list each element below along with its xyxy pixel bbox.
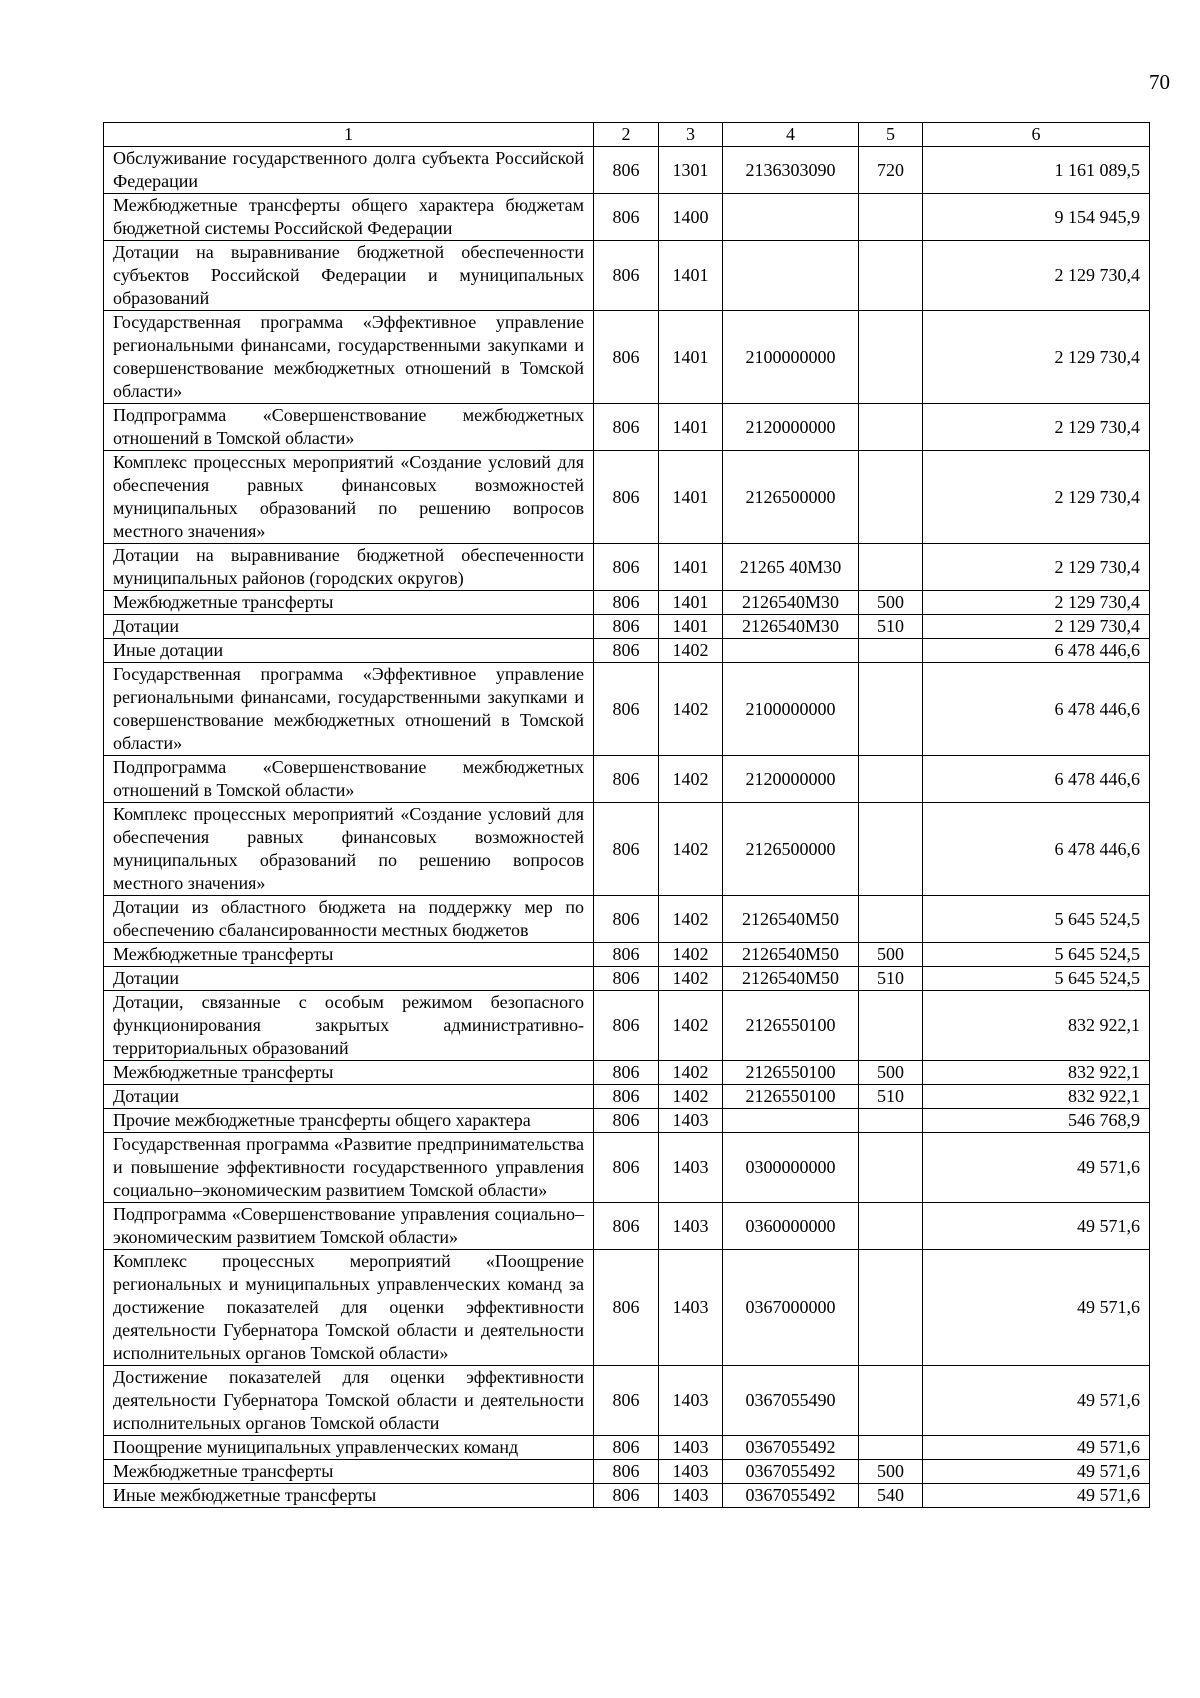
row-amount: 6 478 446,6 bbox=[923, 639, 1150, 663]
row-expense-type bbox=[859, 1436, 923, 1460]
row-target-code: 0367000000 bbox=[723, 1250, 859, 1366]
row-name: Дотации bbox=[104, 967, 594, 991]
budget-table bbox=[103, 122, 1150, 1508]
row-target-code: 0300000000 bbox=[723, 1133, 859, 1203]
row-target-code: 2126500000 bbox=[723, 803, 859, 896]
row-expense-type bbox=[859, 311, 923, 404]
row-name: Иные межбюджетные трансферты bbox=[104, 1484, 594, 1508]
table-row bbox=[104, 1366, 1150, 1436]
row-admin-code: 806 bbox=[594, 544, 659, 591]
table-row bbox=[104, 1085, 1150, 1109]
table-row bbox=[104, 1133, 1150, 1203]
table-row bbox=[104, 1109, 1150, 1133]
row-target-code bbox=[723, 241, 859, 311]
row-section-code: 1401 bbox=[659, 615, 723, 639]
table-row bbox=[104, 1061, 1150, 1085]
row-amount: 49 571,6 bbox=[923, 1366, 1150, 1436]
row-section-code: 1403 bbox=[659, 1436, 723, 1460]
row-target-code: 2100000000 bbox=[723, 663, 859, 756]
row-section-code: 1401 bbox=[659, 591, 723, 615]
table-row bbox=[104, 967, 1150, 991]
row-amount: 2 129 730,4 bbox=[923, 311, 1150, 404]
row-expense-type bbox=[859, 803, 923, 896]
row-admin-code: 806 bbox=[594, 194, 659, 241]
row-admin-code: 806 bbox=[594, 241, 659, 311]
row-target-code: 2120000000 bbox=[723, 404, 859, 451]
row-target-code: 2136303090 bbox=[723, 147, 859, 194]
header-cell: 4 bbox=[723, 123, 859, 147]
row-section-code: 1402 bbox=[659, 1085, 723, 1109]
table-row bbox=[104, 1484, 1150, 1508]
row-name: Дотации bbox=[104, 615, 594, 639]
row-admin-code: 806 bbox=[594, 943, 659, 967]
row-admin-code: 806 bbox=[594, 991, 659, 1061]
row-section-code: 1401 bbox=[659, 311, 723, 404]
header-cell: 6 bbox=[923, 123, 1150, 147]
row-expense-type: 510 bbox=[859, 967, 923, 991]
row-target-code: 2126540М50 bbox=[723, 967, 859, 991]
row-name: Поощрение муниципальных управленческих команд bbox=[104, 1436, 594, 1460]
row-section-code: 1403 bbox=[659, 1484, 723, 1508]
row-section-code: 1403 bbox=[659, 1366, 723, 1436]
row-name: Подпрограмма «Совершенствование управления социально–экономическим развитием Томской области» bbox=[104, 1203, 594, 1250]
row-section-code: 1402 bbox=[659, 991, 723, 1061]
row-target-code: 2126540М50 bbox=[723, 943, 859, 967]
row-section-code: 1403 bbox=[659, 1109, 723, 1133]
row-expense-type bbox=[859, 404, 923, 451]
row-section-code: 1400 bbox=[659, 194, 723, 241]
row-expense-type bbox=[859, 991, 923, 1061]
row-expense-type bbox=[859, 639, 923, 663]
row-admin-code: 806 bbox=[594, 1484, 659, 1508]
row-name: Комплекс процессных мероприятий «Создание условий для обеспечения равных финансовых возможностей муниципальных образований по решению вопросов местного значения» bbox=[104, 451, 594, 544]
table-row bbox=[104, 241, 1150, 311]
row-target-code: 21265 40М30 bbox=[723, 544, 859, 591]
row-expense-type bbox=[859, 1203, 923, 1250]
row-expense-type bbox=[859, 544, 923, 591]
row-section-code: 1403 bbox=[659, 1133, 723, 1203]
row-admin-code: 806 bbox=[594, 1436, 659, 1460]
row-admin-code: 806 bbox=[594, 896, 659, 943]
row-target-code: 2100000000 bbox=[723, 311, 859, 404]
table-row bbox=[104, 991, 1150, 1061]
table-row bbox=[104, 311, 1150, 404]
row-expense-type: 500 bbox=[859, 943, 923, 967]
row-name: Комплекс процессных мероприятий «Создание условий для обеспечения равных финансовых возможностей муниципальных образований по решению вопросов местного значения» bbox=[104, 803, 594, 896]
row-section-code: 1403 bbox=[659, 1203, 723, 1250]
table-row bbox=[104, 1250, 1150, 1366]
row-expense-type bbox=[859, 663, 923, 756]
row-amount: 5 645 524,5 bbox=[923, 943, 1150, 967]
row-admin-code: 806 bbox=[594, 591, 659, 615]
row-expense-type: 540 bbox=[859, 1484, 923, 1508]
row-name: Дотации на выравнивание бюджетной обеспеченности субъектов Российской Федерации и муниципальных образований bbox=[104, 241, 594, 311]
row-name: Достижение показателей для оценки эффективности деятельности Губернатора Томской области и деятельности исполнительных органов Томской области bbox=[104, 1366, 594, 1436]
row-amount: 49 571,6 bbox=[923, 1460, 1150, 1484]
table-row bbox=[104, 451, 1150, 544]
row-expense-type: 500 bbox=[859, 591, 923, 615]
row-expense-type bbox=[859, 896, 923, 943]
row-name: Государственная программа «Развитие предпринимательства и повышение эффективности государственного управления социально–экономическим развитием Томской области» bbox=[104, 1133, 594, 1203]
row-name: Обслуживание государственного долга субъекта Российской Федерации bbox=[104, 147, 594, 194]
row-amount: 2 129 730,4 bbox=[923, 451, 1150, 544]
row-amount: 49 571,6 bbox=[923, 1484, 1150, 1508]
row-name: Дотации на выравнивание бюджетной обеспеченности муниципальных районов (городских округов) bbox=[104, 544, 594, 591]
row-section-code: 1402 bbox=[659, 967, 723, 991]
row-amount: 49 571,6 bbox=[923, 1250, 1150, 1366]
row-amount: 2 129 730,4 bbox=[923, 404, 1150, 451]
table-row bbox=[104, 591, 1150, 615]
row-amount: 5 645 524,5 bbox=[923, 896, 1150, 943]
row-target-code: 2126550100 bbox=[723, 1061, 859, 1085]
row-expense-type bbox=[859, 451, 923, 544]
row-target-code: 0360000000 bbox=[723, 1203, 859, 1250]
row-name: Иные дотации bbox=[104, 639, 594, 663]
row-section-code: 1401 bbox=[659, 241, 723, 311]
row-section-code: 1401 bbox=[659, 404, 723, 451]
row-admin-code: 806 bbox=[594, 639, 659, 663]
row-section-code: 1403 bbox=[659, 1250, 723, 1366]
row-expense-type bbox=[859, 1250, 923, 1366]
row-name: Подпрограмма «Совершенствование межбюджетных отношений в Томской области» bbox=[104, 404, 594, 451]
row-amount: 2 129 730,4 bbox=[923, 591, 1150, 615]
row-admin-code: 806 bbox=[594, 1061, 659, 1085]
row-target-code: 2120000000 bbox=[723, 756, 859, 803]
row-name: Государственная программа «Эффективное управление региональными финансами, государственными закупками и совершенствование межбюджетных отношений в Томской области» bbox=[104, 311, 594, 404]
row-amount: 2 129 730,4 bbox=[923, 241, 1150, 311]
row-amount: 832 922,1 bbox=[923, 991, 1150, 1061]
row-admin-code: 806 bbox=[594, 1085, 659, 1109]
row-amount: 6 478 446,6 bbox=[923, 663, 1150, 756]
row-amount: 49 571,6 bbox=[923, 1133, 1150, 1203]
row-section-code: 1402 bbox=[659, 943, 723, 967]
row-target-code: 2126550100 bbox=[723, 991, 859, 1061]
row-amount: 9 154 945,9 bbox=[923, 194, 1150, 241]
row-target-code: 2126500000 bbox=[723, 451, 859, 544]
row-admin-code: 806 bbox=[594, 311, 659, 404]
row-target-code: 2126550100 bbox=[723, 1085, 859, 1109]
row-name: Дотации bbox=[104, 1085, 594, 1109]
row-amount: 2 129 730,4 bbox=[923, 544, 1150, 591]
row-admin-code: 806 bbox=[594, 451, 659, 544]
table-row bbox=[104, 404, 1150, 451]
row-name: Межбюджетные трансферты bbox=[104, 943, 594, 967]
row-name: Межбюджетные трансферты bbox=[104, 1460, 594, 1484]
row-section-code: 1402 bbox=[659, 1061, 723, 1085]
row-target-code: 2126540М30 bbox=[723, 591, 859, 615]
row-expense-type: 510 bbox=[859, 615, 923, 639]
table-row bbox=[104, 194, 1150, 241]
table-row bbox=[104, 544, 1150, 591]
row-amount: 1 161 089,5 bbox=[923, 147, 1150, 194]
table-row bbox=[104, 803, 1150, 896]
row-section-code: 1402 bbox=[659, 896, 723, 943]
row-admin-code: 806 bbox=[594, 803, 659, 896]
row-admin-code: 806 bbox=[594, 615, 659, 639]
row-section-code: 1402 bbox=[659, 803, 723, 896]
row-admin-code: 806 bbox=[594, 1133, 659, 1203]
row-admin-code: 806 bbox=[594, 1203, 659, 1250]
row-section-code: 1401 bbox=[659, 544, 723, 591]
table-row bbox=[104, 639, 1150, 663]
row-name: Межбюджетные трансферты bbox=[104, 1061, 594, 1085]
table-row bbox=[104, 756, 1150, 803]
row-section-code: 1402 bbox=[659, 639, 723, 663]
row-expense-type: 720 bbox=[859, 147, 923, 194]
table-row bbox=[104, 663, 1150, 756]
table-row bbox=[104, 615, 1150, 639]
row-expense-type: 500 bbox=[859, 1460, 923, 1484]
row-section-code: 1401 bbox=[659, 451, 723, 544]
row-target-code: 0367055492 bbox=[723, 1436, 859, 1460]
row-name: Дотации из областного бюджета на поддержку мер по обеспечению сбалансированности местных бюджетов bbox=[104, 896, 594, 943]
row-name: Комплекс процессных мероприятий «Поощрение региональных и муниципальных управленческих команд за достижение показателей для оценки эффективности деятельности Губернатора Томской области и деятельности исполнительных органов Томской области» bbox=[104, 1250, 594, 1366]
header-cell: 1 bbox=[104, 123, 594, 147]
row-target-code: 0367055492 bbox=[723, 1460, 859, 1484]
row-target-code bbox=[723, 639, 859, 663]
row-admin-code: 806 bbox=[594, 1366, 659, 1436]
row-expense-type bbox=[859, 756, 923, 803]
row-admin-code: 806 bbox=[594, 1250, 659, 1366]
row-admin-code: 806 bbox=[594, 663, 659, 756]
table-row bbox=[104, 1436, 1150, 1460]
row-section-code: 1402 bbox=[659, 663, 723, 756]
table-row bbox=[104, 147, 1150, 194]
page-number: 70 bbox=[1149, 70, 1170, 94]
row-admin-code: 806 bbox=[594, 1460, 659, 1484]
row-name: Межбюджетные трансферты общего характера бюджетам бюджетной системы Российской Федерации bbox=[104, 194, 594, 241]
row-amount: 546 768,9 bbox=[923, 1109, 1150, 1133]
table-row bbox=[104, 896, 1150, 943]
row-name: Дотации, связанные с особым режимом безопасного функционирования закрытых административно-территориальных образований bbox=[104, 991, 594, 1061]
row-expense-type bbox=[859, 241, 923, 311]
row-section-code: 1301 bbox=[659, 147, 723, 194]
row-expense-type bbox=[859, 1133, 923, 1203]
row-expense-type: 510 bbox=[859, 1085, 923, 1109]
row-target-code bbox=[723, 194, 859, 241]
row-amount: 49 571,6 bbox=[923, 1436, 1150, 1460]
row-section-code: 1403 bbox=[659, 1460, 723, 1484]
row-admin-code: 806 bbox=[594, 756, 659, 803]
row-expense-type bbox=[859, 194, 923, 241]
table-body bbox=[104, 147, 1150, 1508]
row-target-code: 2126540М30 bbox=[723, 615, 859, 639]
table-row bbox=[104, 943, 1150, 967]
header-cell: 5 bbox=[859, 123, 923, 147]
row-amount: 6 478 446,6 bbox=[923, 756, 1150, 803]
row-amount: 5 645 524,5 bbox=[923, 967, 1150, 991]
row-target-code: 0367055492 bbox=[723, 1484, 859, 1508]
row-expense-type bbox=[859, 1109, 923, 1133]
header-cell: 3 bbox=[659, 123, 723, 147]
row-amount: 832 922,1 bbox=[923, 1061, 1150, 1085]
row-target-code: 0367055490 bbox=[723, 1366, 859, 1436]
row-admin-code: 806 bbox=[594, 967, 659, 991]
row-section-code: 1402 bbox=[659, 756, 723, 803]
header-cell: 2 bbox=[594, 123, 659, 147]
row-name: Государственная программа «Эффективное управление региональными финансами, государственными закупками и совершенствование межбюджетных отношений в Томской области» bbox=[104, 663, 594, 756]
row-amount: 49 571,6 bbox=[923, 1203, 1150, 1250]
row-expense-type: 500 bbox=[859, 1061, 923, 1085]
row-target-code: 2126540М50 bbox=[723, 896, 859, 943]
row-name: Прочие межбюджетные трансферты общего характера bbox=[104, 1109, 594, 1133]
row-admin-code: 806 bbox=[594, 147, 659, 194]
row-name: Подпрограмма «Совершенствование межбюджетных отношений в Томской области» bbox=[104, 756, 594, 803]
table-row bbox=[104, 1203, 1150, 1250]
table-row bbox=[104, 1460, 1150, 1484]
row-admin-code: 806 bbox=[594, 404, 659, 451]
row-name: Межбюджетные трансферты bbox=[104, 591, 594, 615]
row-target-code bbox=[723, 1109, 859, 1133]
row-amount: 2 129 730,4 bbox=[923, 615, 1150, 639]
table-header-row bbox=[104, 123, 1150, 147]
row-expense-type bbox=[859, 1366, 923, 1436]
row-amount: 832 922,1 bbox=[923, 1085, 1150, 1109]
row-amount: 6 478 446,6 bbox=[923, 803, 1150, 896]
row-admin-code: 806 bbox=[594, 1109, 659, 1133]
